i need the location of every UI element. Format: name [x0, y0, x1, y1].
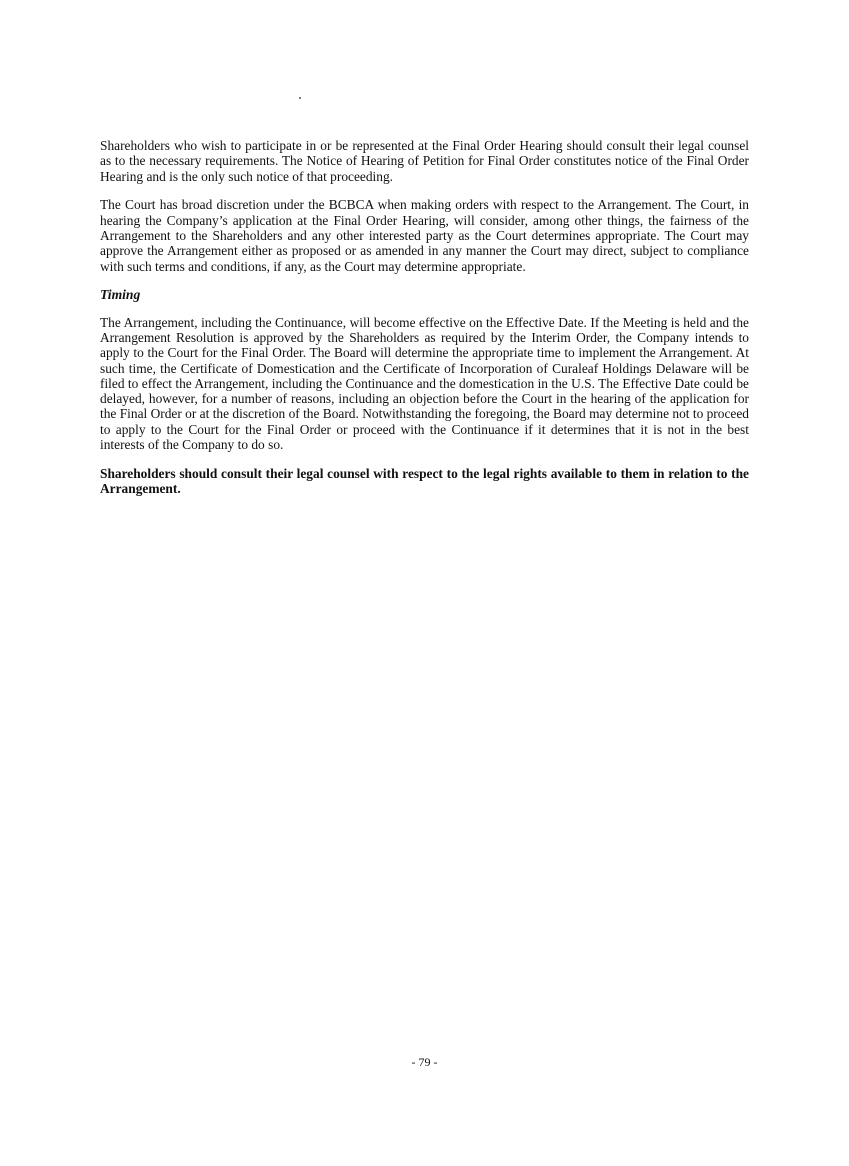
paragraph-final-order-hearing: Shareholders who wish to participate in or be represented at the Final Order Hearing should consult their legal counsel as to the necessary requirements. The Notice of Hearing of Petition for Final Order constitutes notice of the Final Order Hearing and is the only such notice of that proceeding.	[100, 138, 749, 184]
section-heading-timing: Timing	[100, 287, 141, 303]
paragraph-legal-counsel-notice: Shareholders should consult their legal counsel with respect to the legal rights available to them in relation to the Arrangement.	[100, 465, 749, 497]
page-number: - 79 -	[411, 1055, 438, 1069]
scan-dot-mark	[299, 97, 301, 99]
paragraph-court-discretion: The Court has broad discretion under the BCBCA when making orders with respect to the Arrangement. The Court, in hearing the Company’s application at the Final Order Hearing, will consider, among other things, the fairness of the Arrangement to the Shareholders and any other interested party as the Court determines appropriate. The Court may approve the Arrangement either as proposed or as amended in any manner the Court may direct, subject to compliance with such terms and conditions, if any, as the Court may determine appropriate.	[100, 197, 749, 274]
paragraph-timing: The Arrangement, including the Continuance, will become effective on the Effective Date. If the Meeting is held and the Arrangement Resolution is approved by the Shareholders as required by the Interim Order, the Company intends to apply to the Court for the Final Order. The Board will determine the appropriate time to implement the Arrangement. At such time, the Certificate of Domestication and the Certificate of Incorporation of Curaleaf Holdings Delaware will be filed to effect the Arrangement, including the Continuance and the domestication in the U.S. The Effective Date could be delayed, however, for a number of reasons, including an objection before the Court in the hearing of the application for the Final Order or at the discretion of the Board. Notwithstanding the foregoing, the Board may determine not to proceed to apply to the Court for the Final Order or proceed with the Continuance if it determines that it is not in the best interests of the Company to do so.	[100, 314, 749, 453]
document-body	[100, 138, 749, 510]
